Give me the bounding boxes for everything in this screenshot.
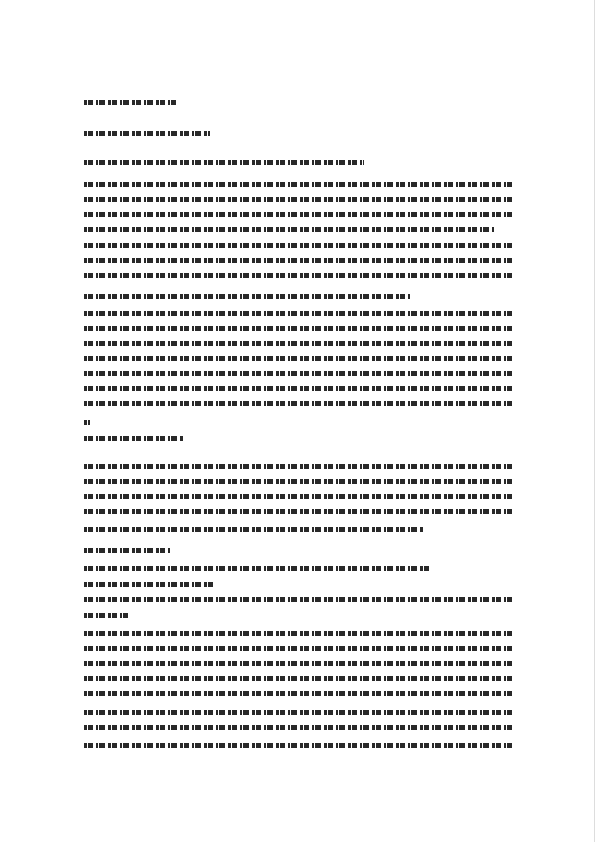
text-line (84, 227, 494, 232)
text-line (84, 691, 512, 696)
text-line (84, 100, 176, 105)
text-line (84, 646, 512, 651)
text-line (84, 258, 512, 263)
text-line (84, 631, 512, 636)
section-heading-line (84, 436, 184, 441)
text-line (84, 341, 512, 346)
text-line (84, 386, 512, 391)
text-line (84, 131, 210, 136)
text-line (84, 479, 512, 484)
section-heading-line (84, 160, 364, 165)
text-line (84, 197, 512, 202)
text-line (84, 273, 512, 278)
text-line (84, 494, 512, 499)
text-line (84, 527, 424, 532)
text-line (84, 613, 128, 618)
text-line (84, 566, 432, 571)
text-line (84, 371, 512, 376)
text-line (84, 326, 512, 331)
text-line (84, 597, 512, 602)
text-line (84, 710, 512, 715)
text-line (84, 743, 512, 748)
text-line (84, 582, 216, 587)
text-line (84, 182, 512, 187)
text-line (84, 548, 170, 553)
text-line (84, 661, 512, 666)
text-line (84, 401, 512, 406)
text-line (84, 509, 512, 514)
text-line (84, 294, 410, 299)
text-line (84, 676, 512, 681)
text-line (84, 725, 512, 730)
text-line (84, 420, 90, 425)
text-line (84, 212, 512, 217)
text-line (84, 243, 512, 248)
text-line (84, 464, 512, 469)
text-line (84, 311, 512, 316)
text-line (84, 356, 512, 361)
